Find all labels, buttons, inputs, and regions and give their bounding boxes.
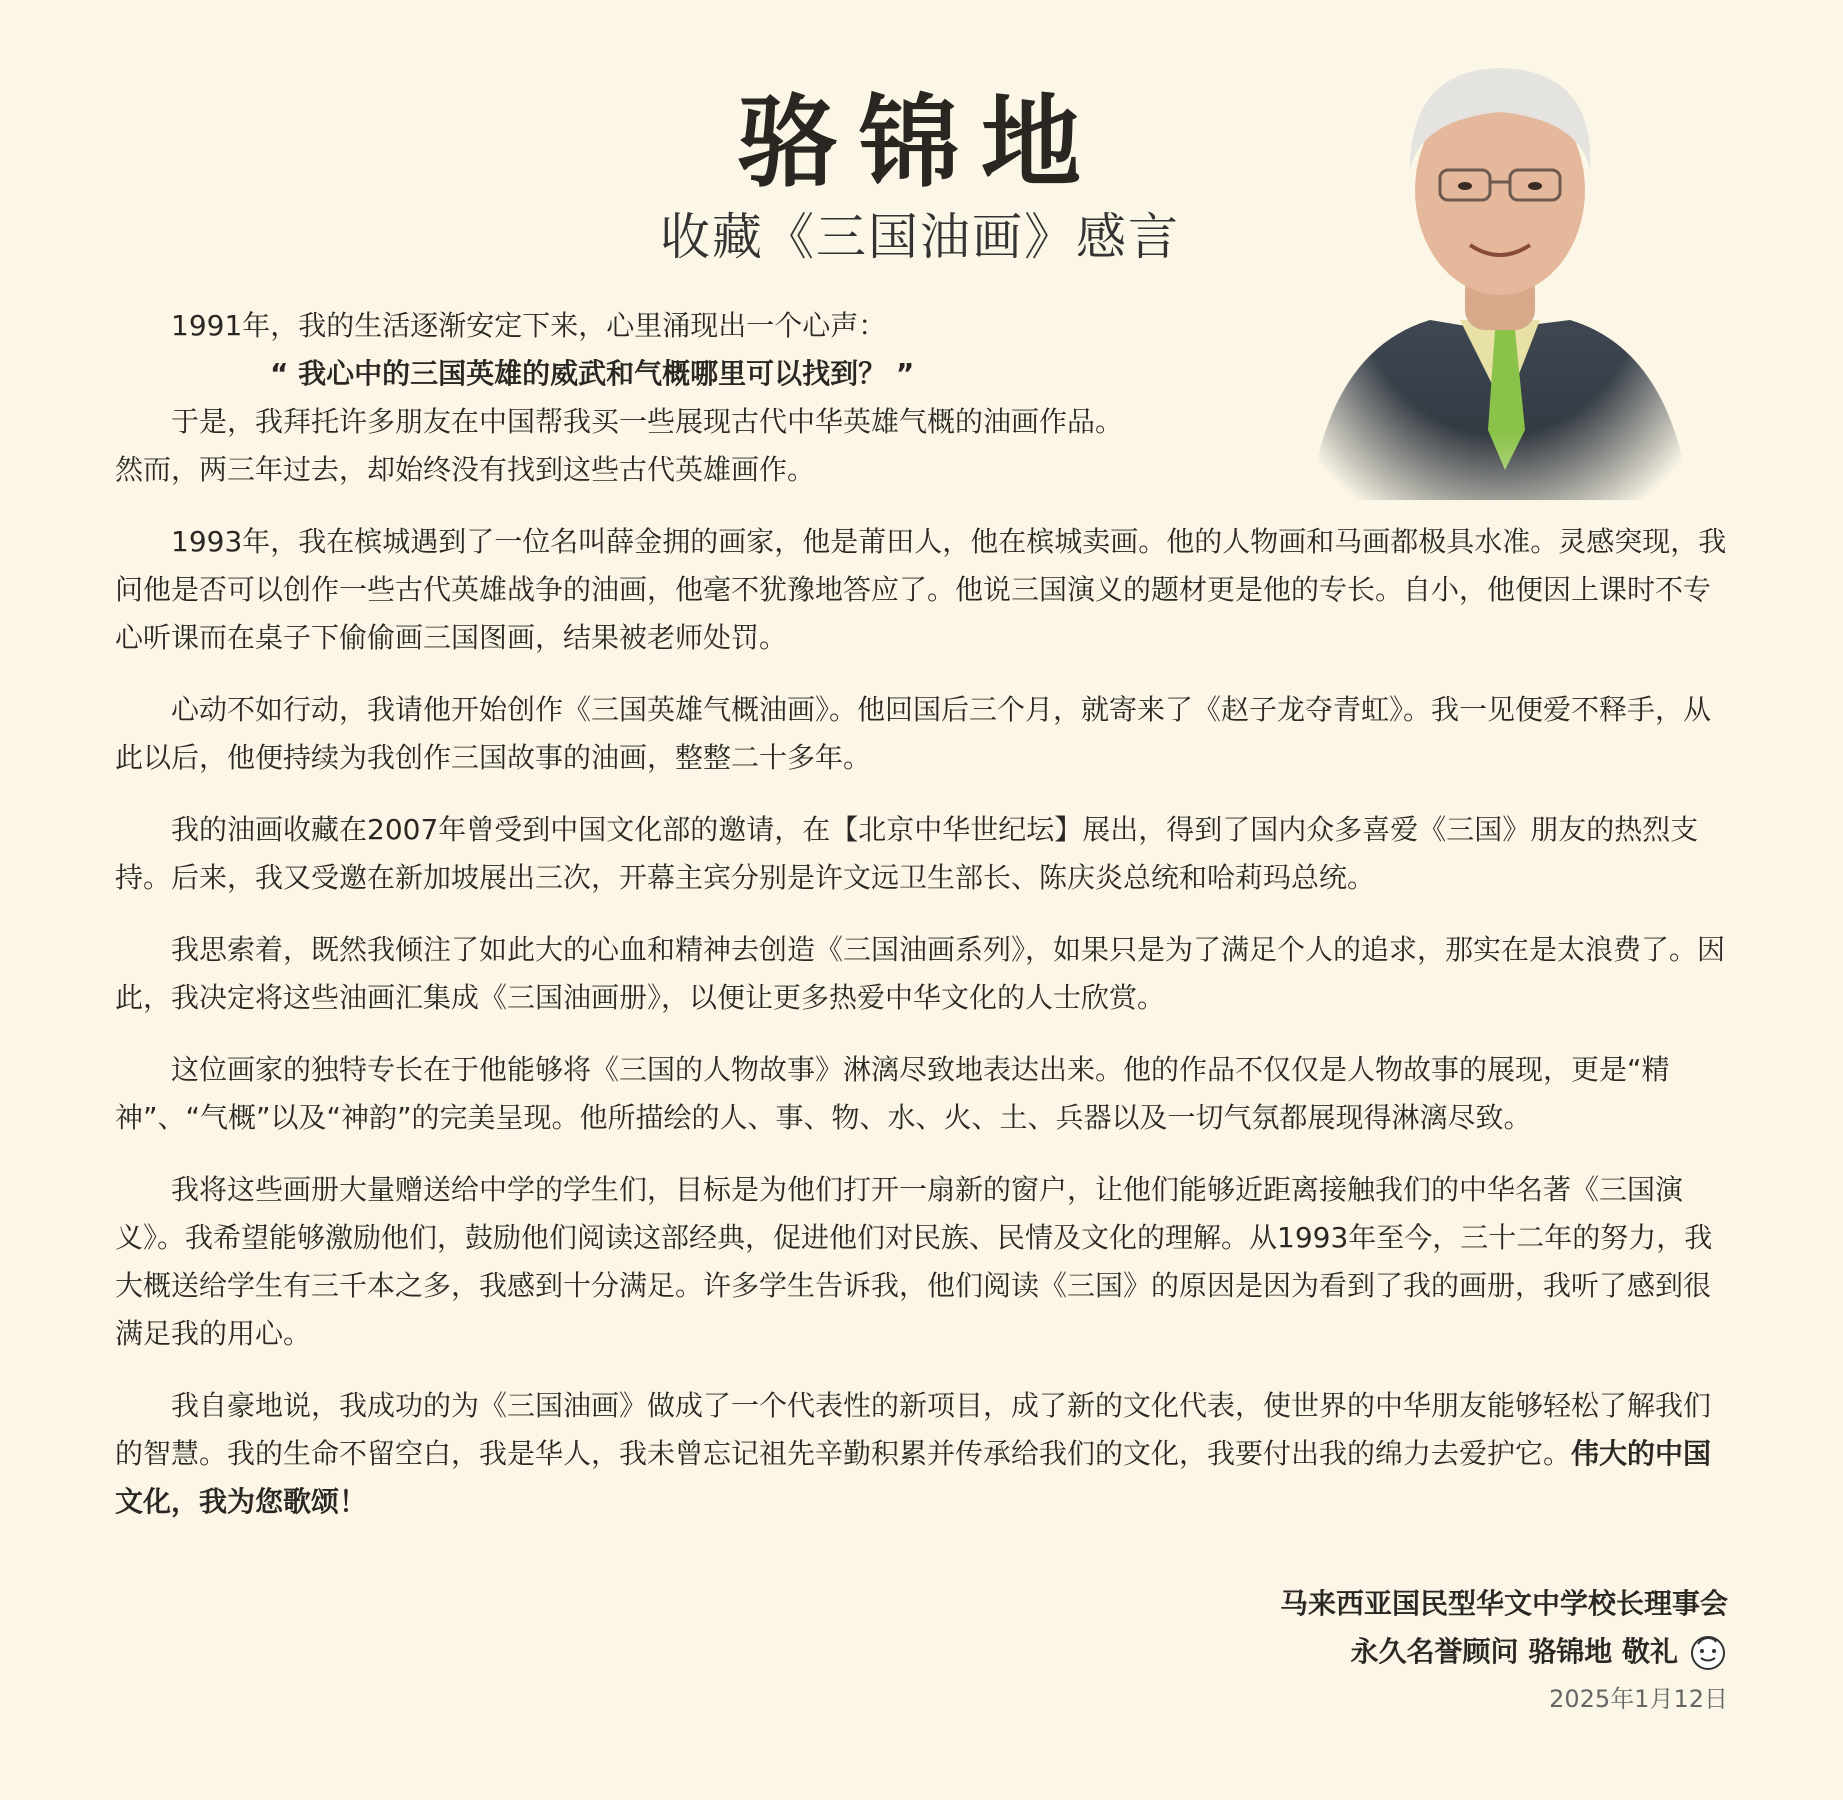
paragraph-8-text: 我自豪地说，我成功的为《三国油画》做成了一个代表性的新项目，成了新的文化代表，使世界的中华朋友能够轻松了解我们的智慧。我的生命不留空白，我是华人，我未曾忘记祖先辛勤积累并传承给我们的文化，我要付出我的绵力去爱护它。 (115, 1389, 1712, 1470)
signature-organization: 马来西亚国民型华文中学校长理事会 (1279, 1587, 1728, 1620)
paragraph-3: 心动不如行动，我请他开始创作《三国英雄气概油画》。他回国后三个月，就寄来了《赵子龙夺青虹》。我一见便爱不释手，从此以后，他便持续为我创作三国故事的油画，整整二十多年。 (115, 693, 1712, 774)
paragraph-8 (115, 1382, 1727, 1526)
letter-body (115, 302, 1727, 1526)
smiling-face-icon (1688, 1632, 1728, 1672)
paragraph-1a: 于是，我拜托许多朋友在中国帮我买一些展现古代中华英雄气概的油画作品。 (171, 405, 1124, 438)
paragraph-1b: 然而，两三年过去，却始终没有找到这些古代英雄画作。 (115, 453, 816, 486)
paragraph-7: 我将这些画册大量赠送给中学的学生们，目标是为他们打开一扇新的窗户，让他们能够近距离接触我们的中华名著《三国演义》。我希望能够激励他们，鼓励他们阅读这部经典，促进他们对民族、民情及文化的理解。从1993年至今，三十二年的努力，我大概送给学生有三千本之多，我感到十分满足。许多学生告诉我，他们阅读《三国》的原因是因为看到了我的画册，我听了感到很满足我的用心。 (115, 1173, 1713, 1350)
signature-person-line (1351, 1628, 1729, 1676)
quote-line: “ 我心中的三国英雄的威武和气概哪里可以找到？ ” (270, 357, 915, 390)
signature-date: 2025年1月12日 (1549, 1685, 1728, 1713)
signature-person: 永久名誉顾问 骆锦地 敬礼 (1350, 1635, 1678, 1668)
intro-paragraph: 1991年，我的生活逐渐安定下来，心里涌现出一个心声： (171, 309, 887, 342)
paragraph-5: 我思索着，既然我倾注了如此大的心血和精神去创造《三国油画系列》，如果只是为了满足个人的追求，那实在是太浪费了。因此，我决定将这些油画汇集成《三国油画册》，以便让更多热爱中华文化的人士欣赏。 (115, 933, 1726, 1014)
paragraph-4: 我的油画收藏在2007年曾受到中国文化部的邀请，在【北京中华世纪坛】展出，得到了国内众多喜爱《三国》朋友的热烈支持。后来，我又受邀在新加坡展出三次，开幕主宾分别是许文远卫生部长、陈庆炎总统和哈莉玛总统。 (115, 813, 1699, 894)
paragraph-6: 这位画家的独特专长在于他能够将《三国的人物故事》淋漓尽致地表达出来。他的作品不仅仅是人物故事的展现，更是“精神”、“气概”以及“神韵”的完美呈现。他所描绘的人、事、物、水、火、土、兵器以及一切气氛都展现得淋漓尽致。 (115, 1053, 1670, 1134)
author-name-title: 骆锦地 (737, 83, 1103, 201)
paragraph-2: 1993年，我在槟城遇到了一位名叫薛金拥的画家，他是莆田人，他在槟城卖画。他的人物画和马画都极具水准。灵感突现，我问他是否可以创作一些古代英雄战争的油画，他毫不犹豫地答应了。他说三国演义的题材更是他的专长。自小，他便因上课时不专心听课而在桌子下偷偷画三国图画，结果被老师处罚。 (115, 525, 1727, 654)
page-subtitle: 收藏《三国油画》感言 (660, 208, 1180, 266)
signature-block (1280, 1580, 1728, 1722)
closing-exclamation: 伟大的中国文化，我为您歌颂！ (115, 1437, 1712, 1518)
